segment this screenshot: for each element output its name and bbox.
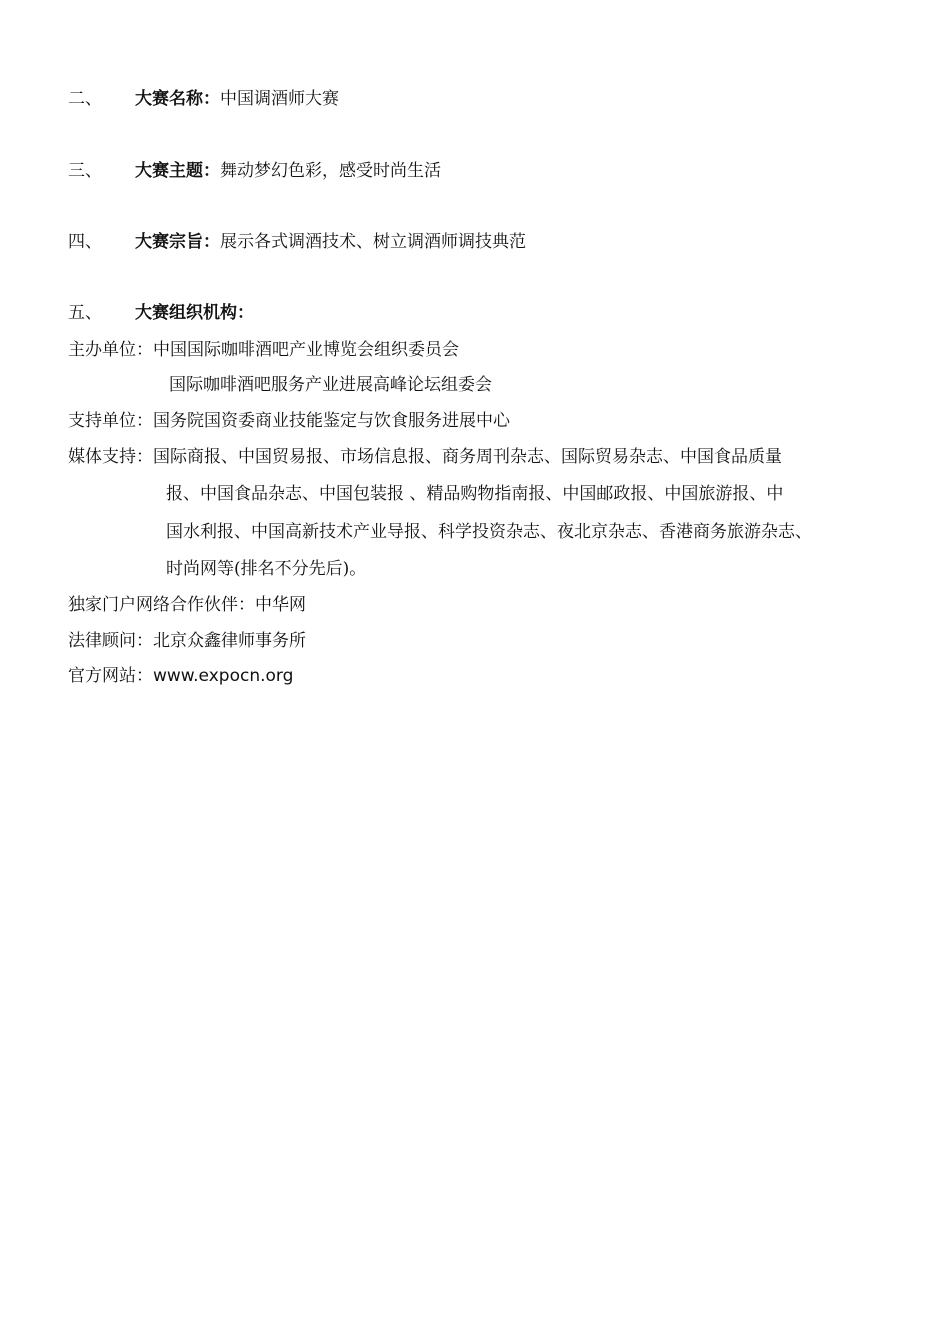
section-label: 大赛主题： [135, 161, 220, 181]
host-label: 主办单位： [68, 340, 153, 360]
website-link[interactable]: www.expocn.org [153, 666, 294, 686]
portal-line [68, 592, 306, 618]
section-label: 大赛宗旨： [135, 232, 220, 252]
section-competition-purpose [68, 229, 526, 255]
support-value: 国务院国资委商业技能鉴定与饮食服务进展中心 [153, 411, 510, 431]
portal-label: 独家门户网络合作伙伴： [68, 595, 255, 615]
website-line [68, 663, 293, 689]
section-value: 中国调酒师大赛 [220, 89, 339, 109]
media-label: 媒体支持： [68, 447, 153, 467]
portal-value: 中华网 [255, 595, 306, 615]
support-label: 支持单位： [68, 411, 153, 431]
media-line-4 [166, 556, 366, 582]
host-line-2 [169, 372, 492, 398]
legal-value: 北京众鑫律师事务所 [153, 631, 306, 651]
host-value-1: 中国国际咖啡酒吧产业博览会组织委员会 [153, 340, 459, 360]
section-number: 四、 [68, 232, 102, 252]
media-value-4: 时尚网等(排名不分先后)。 [166, 559, 367, 579]
media-line-3 [166, 519, 812, 545]
media-value-2: 报、中国食品杂志、中国包装报 、精品购物指南报、中国邮政报、中国旅游报、中 [166, 484, 784, 504]
host-value-2: 国际咖啡酒吧服务产业进展高峰论坛组委会 [169, 375, 492, 395]
support-line [68, 408, 510, 434]
section-label: 大赛组织机构： [135, 303, 254, 323]
section-label: 大赛名称： [135, 89, 220, 109]
section-value: 舞动梦幻色彩，感受时尚生活 [220, 161, 441, 181]
section-value: 展示各式调酒技术、树立调酒师调技典范 [220, 232, 526, 252]
section-number: 五、 [68, 303, 102, 323]
legal-label: 法律顾问： [68, 631, 153, 651]
host-line [68, 337, 459, 363]
media-value-3: 国水利报、中国高新技术产业导报、科学投资杂志、夜北京杂志、香港商务旅游杂志、 [166, 522, 812, 542]
media-line-1 [68, 444, 782, 470]
website-label: 官方网站： [68, 666, 153, 686]
section-number: 二、 [68, 89, 102, 109]
media-line-2 [166, 481, 783, 507]
section-number: 三、 [68, 161, 102, 181]
section-organization [68, 300, 254, 326]
media-value-1: 国际商报、中国贸易报、市场信息报、商务周刊杂志、国际贸易杂志、中国食品质量 [153, 447, 782, 467]
section-competition-theme [68, 158, 441, 184]
legal-line [68, 628, 306, 654]
section-competition-name [68, 86, 339, 112]
